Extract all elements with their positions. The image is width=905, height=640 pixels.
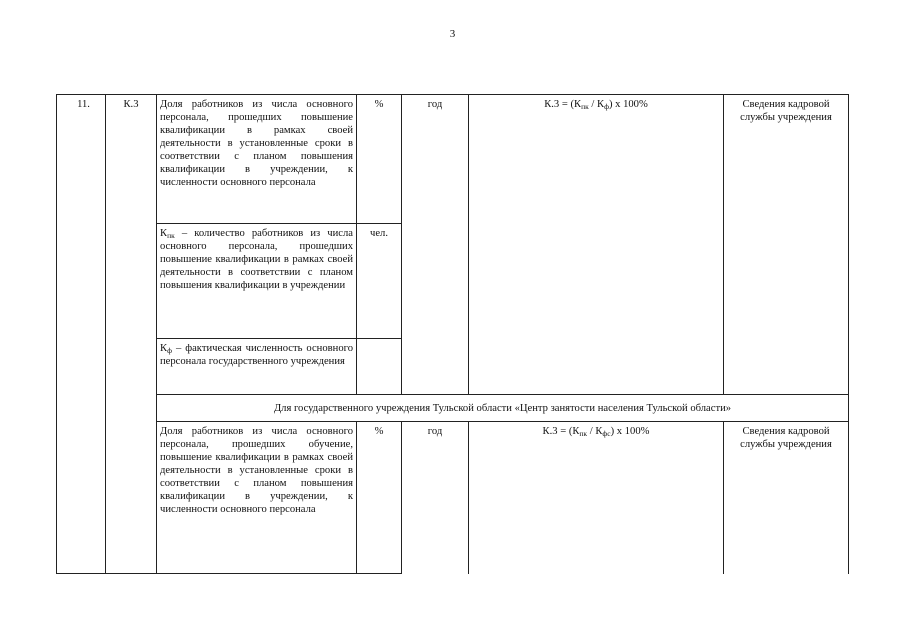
unit-percent: % bbox=[357, 95, 402, 224]
page-number: 3 bbox=[449, 28, 456, 40]
variable-definition-kpk: Кпк – количество работников из числа основного персонала, прошедших повышение квалификации в рамках своей деятельности в соответствии с планом повышения квалификации в учреждении bbox=[157, 224, 357, 339]
formula-2: К.3 = (Кпк / Кфс) х 100% bbox=[469, 422, 724, 574]
period: год bbox=[402, 95, 469, 395]
indicator-description-2: Доля работников из числа основного персонала, прошедших обучение, повышение квалификации в рамках своей деятельности в установленные сроки в соответствии с планом повышения квалификации в учреждении, к численности основного персонала bbox=[157, 422, 357, 574]
indicator-description: Доля работников из числа основного персонала, прошедших повышение квалификации в рамках своей деятельности в установленные сроки в соответствии с планом повышения квалификации в учреждении, к численности основного персонала bbox=[157, 95, 357, 224]
data-source-2: Сведения кадровой службы учреждения bbox=[724, 422, 849, 574]
table-row bbox=[57, 95, 849, 224]
table-row bbox=[57, 422, 849, 574]
formula: К.3 = (Кпк / Кф) х 100% bbox=[469, 95, 724, 395]
unit-percent-2: % bbox=[357, 422, 402, 574]
data-source: Сведения кадровой службы учреждения bbox=[724, 95, 849, 395]
indicator-table bbox=[56, 94, 849, 574]
row-number: 11. bbox=[57, 95, 106, 574]
variable-definition-kf: Кф – фактическая численность основного персонала государственного учреждения bbox=[157, 339, 357, 395]
table-row bbox=[57, 395, 849, 422]
period-2: год bbox=[402, 422, 469, 574]
section-header: Для государственного учреждения Тульской области «Центр занятости населения Тульской области» bbox=[157, 395, 849, 422]
empty-cell bbox=[357, 339, 402, 395]
unit-persons: чел. bbox=[357, 224, 402, 339]
indicator-code: К.3 bbox=[106, 95, 157, 574]
